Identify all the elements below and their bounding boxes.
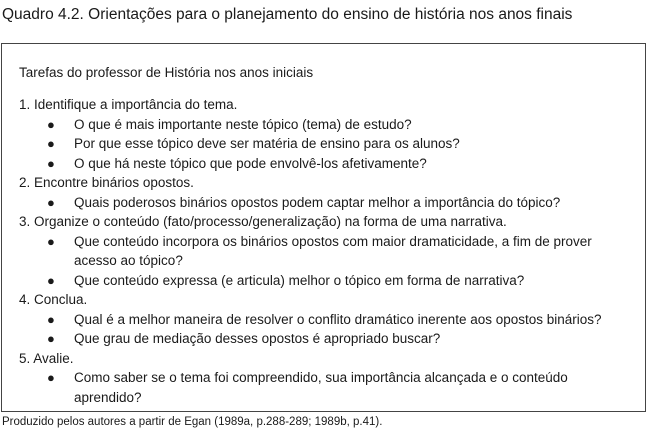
bullet-text: Por que esse tópico deve ser matéria de ensino para os alunos? <box>74 136 460 151</box>
bullet-text: Como saber se o tema foi compreendido, sua importância alcançada e o conteúdo aprendido? <box>74 370 568 405</box>
list-item <box>19 193 634 213</box>
bullet-icon: ● <box>47 311 55 327</box>
step-title: 3. Organize o conteúdo (fato/processo/generalização) na forma de uma narrativa. <box>19 214 507 229</box>
step-1 <box>19 95 634 173</box>
bullet-text: Que grau de mediação desses opostos é apropriado buscar? <box>74 331 441 346</box>
bullet-text: Que conteúdo expressa (e articula) melhor o tópico em forma de narrativa? <box>74 272 525 288</box>
guidelines-box <box>1 43 646 412</box>
list-item <box>19 232 634 271</box>
step-4 <box>19 290 634 349</box>
bullet-icon: ● <box>47 370 55 385</box>
bullet-icon: ● <box>47 233 55 249</box>
step-3 <box>19 212 634 290</box>
bullet-icon: ● <box>47 116 55 132</box>
bullet-icon: ● <box>47 155 55 171</box>
step-title: 5. Avalie. <box>19 350 74 366</box>
step-5 <box>19 349 634 408</box>
list-item <box>19 271 634 291</box>
bullet-text: Que conteúdo incorpora os binários opostos com maior dramaticidade, a fim de prover acesso ao tópico? <box>74 233 592 268</box>
step-title: 1. Identifique a importância do tema. <box>19 97 238 112</box>
list-item <box>19 154 634 174</box>
list-item <box>19 134 634 154</box>
table-caption: Quadro 4.2. Orientações para o planejamento do ensino de história nos anos finais <box>2 6 573 23</box>
steps-list <box>19 95 634 407</box>
bullet-text: Quais poderosos binários opostos podem captar melhor a importância do tópico? <box>74 194 561 210</box>
step-2 <box>19 173 634 212</box>
list-item <box>19 368 634 407</box>
source-note: Produzido pelos autores a partir de Egan (1989a, p.288-289; 1989b, p.41). <box>2 416 383 428</box>
bullet-icon: ● <box>47 272 55 288</box>
bullet-icon: ● <box>47 136 55 151</box>
step-title: 2. Encontre binários opostos. <box>19 175 194 190</box>
bullet-icon: ● <box>47 331 55 346</box>
box-title: Tarefas do professor de História nos anos iniciais <box>19 65 314 80</box>
list-item <box>19 115 634 135</box>
bullet-text: Qual é a melhor maneira de resolver o conflito dramático inerente aos opostos binários? <box>74 311 602 327</box>
bullet-text: O que há neste tópico que pode envolvê-los afetivamente? <box>74 155 427 171</box>
bullet-icon: ● <box>47 194 55 210</box>
bullet-text: O que é mais importante neste tópico (tema) de estudo? <box>74 116 412 132</box>
list-item <box>19 310 634 330</box>
step-title: 4. Conclua. <box>19 292 88 307</box>
list-item <box>19 329 634 349</box>
